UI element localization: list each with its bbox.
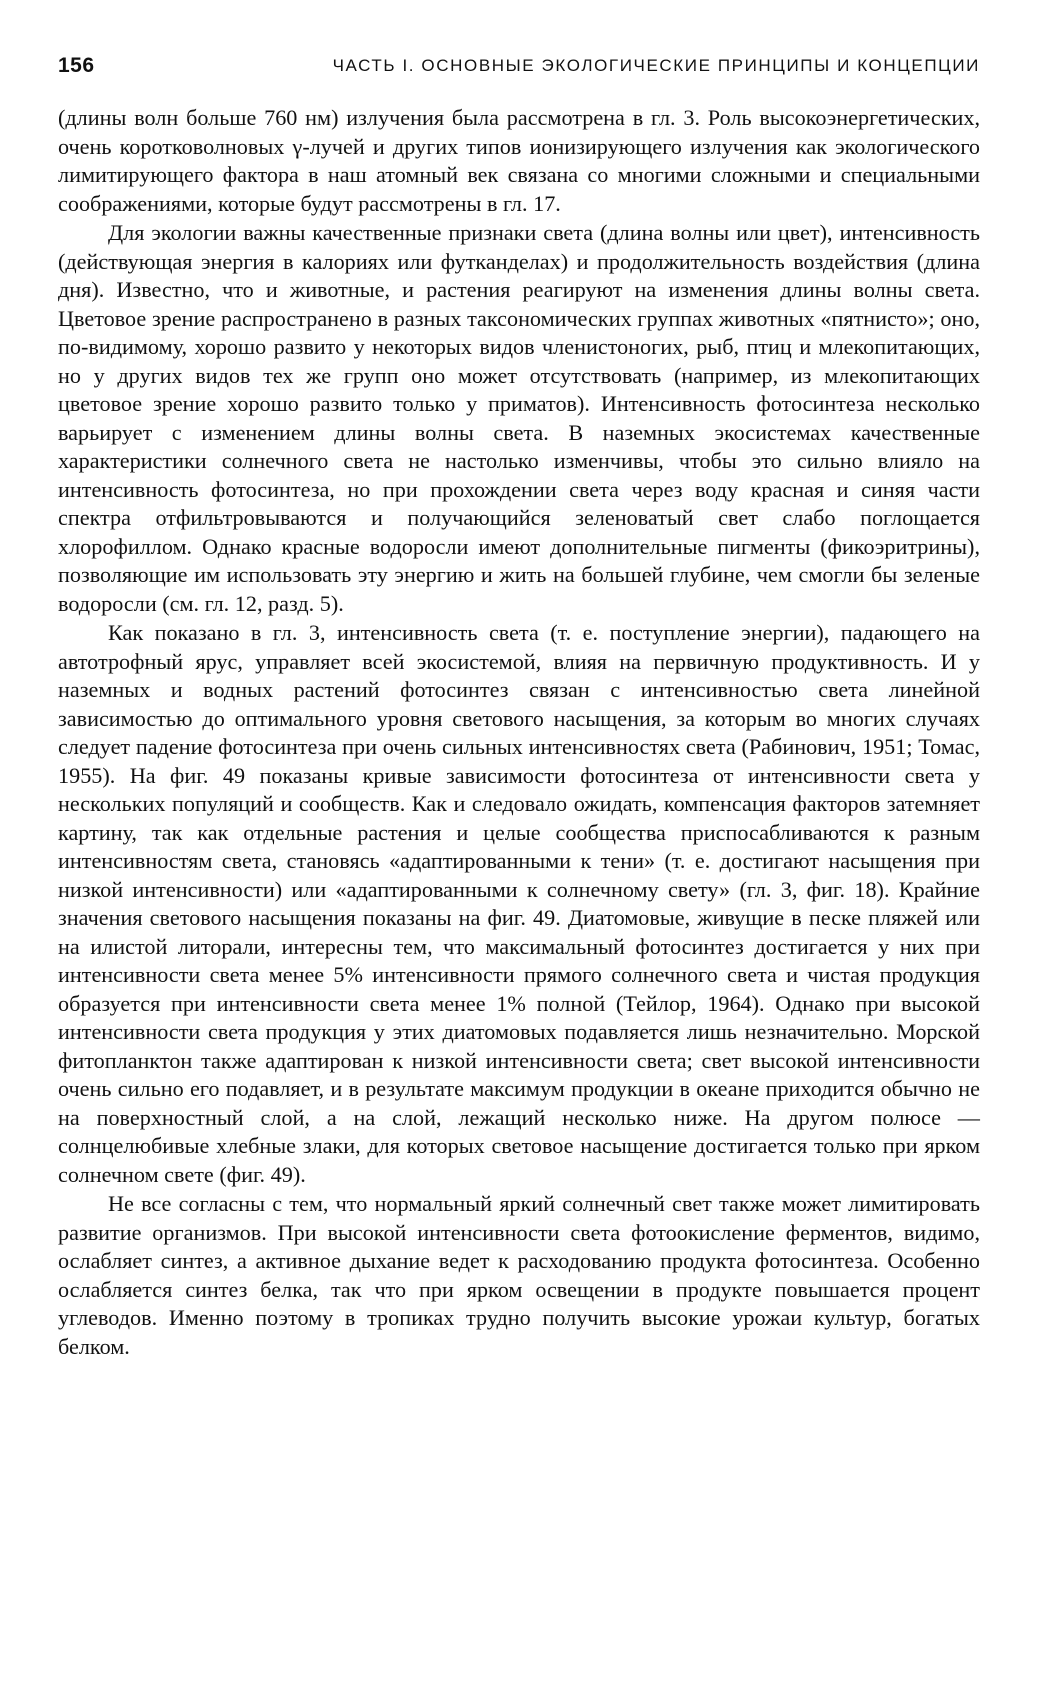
paragraph-bright-light-limits: Не все согласны с тем, что нормальный яркий солнечный свет также может лимитировать развитие организмов. При высокой интенсивности света фотоокисление ферментов, видимо, ослабляет синтез, а активное дыхание ведет к расходованию продукта фотосинтеза. Особенно ослабляется синтез белка, так что при ярком освещении в продукте повышается процент углеводов. Именно поэтому в тропиках трудно получить высокие урожаи культур, богатых белком. bbox=[58, 1191, 980, 1359]
paragraph-light-quality: Для экологии важны качественные признаки света (длина волны или цвет), интенсивность (действующая энергия в калориях или футканделах) и продолжительность воздействия (длина дня). Известно, что и животные, и растения реагируют на изменения длины волны света. Цветовое зрение распространено в разных таксономических группах животных «пятнисто»; оно, по-видимому, хорошо развито у некоторых видов членистоногих, рыб, птиц и млекопитающих, но у других видов тех же групп оно может отсутствовать (например, из млекопитающих цветовое зрение хорошо развито только у приматов). Интенсивность фотосинтеза несколько варьирует с изменением длины волны света. В наземных экосистемах качественные характеристики солнечного света не настолько изменчивы, чтобы это сильно влияло на интенсивность фотосинтеза, но при прохождении света через воду красная и синяя части спектра отфильтровываются и получающийся зеленоватый свет слабо поглощается хлорофиллом. Однако красные водоросли имеют дополнительные пигменты (фикоэритрины), позволяющие им использовать эту энергию и жить на большей глубине, чем смогли бы зеленые водоросли (см. гл. 12, разд. 5). bbox=[58, 220, 980, 616]
running-head: ЧАСТЬ I. ОСНОВНЫЕ ЭКОЛОГИЧЕСКИЕ ПРИНЦИПЫ И КОНЦЕПЦИИ bbox=[332, 56, 980, 75]
paragraph-continuation: (длины волн больше 760 нм) излучения была рассмотрена в гл. 3. Роль высокоэнергетических, очень коротковолновых γ-лучей и других типов ионизирующего излучения как экологического лимитирующего фактора в наш атомный век связана со многими сложными и специальными соображениями, которые будут рассмотрены в гл. 17. bbox=[58, 105, 980, 216]
page-number: 156 bbox=[58, 54, 95, 77]
paragraph-light-intensity: Как показано в гл. 3, интенсивность света (т. е. поступление энергии), падающего на автотрофный ярус, управляет всей экосистемой, влияя на первичную продуктивность. И у наземных и водных растений фотосинтез связан с интенсивностью света линейной зависимостью до оптимального уровня светового насыщения, за которым во многих случаях следует падение фотосинтеза при очень сильных интенсивностях света (Рабинович, 1951; Томас, 1955). На фиг. 49 показаны кривые зависимости фотосинтеза от интенсивности света у нескольких популяций и сообществ. Как и следовало ожидать, компенсация факторов затемняет картину, так как отдельные растения и целые сообщества приспосабливаются к разным интенсивностям света, становясь «адаптированными к тени» (т. е. достигают насыщения при низкой интенсивности) или «адаптированными к солнечному свету» (гл. 3, фиг. 18). Крайние значения светового насыщения показаны на фиг. 49. Диатомовые, живущие в песке пляжей или на илистой литорали, интересны тем, что максимальный фотосинтез достигается у них при интенсивности света менее 5% интенсивности прямого солнечного света и чистая продукция образуется при интенсивности света менее 1% полной (Тейлор, 1964). Однако при высокой интенсивности света продукция у этих диатомовых подавляется лишь незначительно. Морской фитопланктон также адаптирован к низкой интенсивности света; свет высокой интенсивности очень сильно его подавляет, и в результате максимум продукции в океане приходится обычно не на поверхностный слой, а на слой, лежащий несколько ниже. На другом полюсе — солнцелюбивые хлебные злаки, для которых световое насыщение достигается только при ярком солнечном свете (фиг. 49). bbox=[58, 620, 980, 1187]
page-header bbox=[58, 48, 980, 84]
body-text bbox=[58, 104, 980, 1362]
